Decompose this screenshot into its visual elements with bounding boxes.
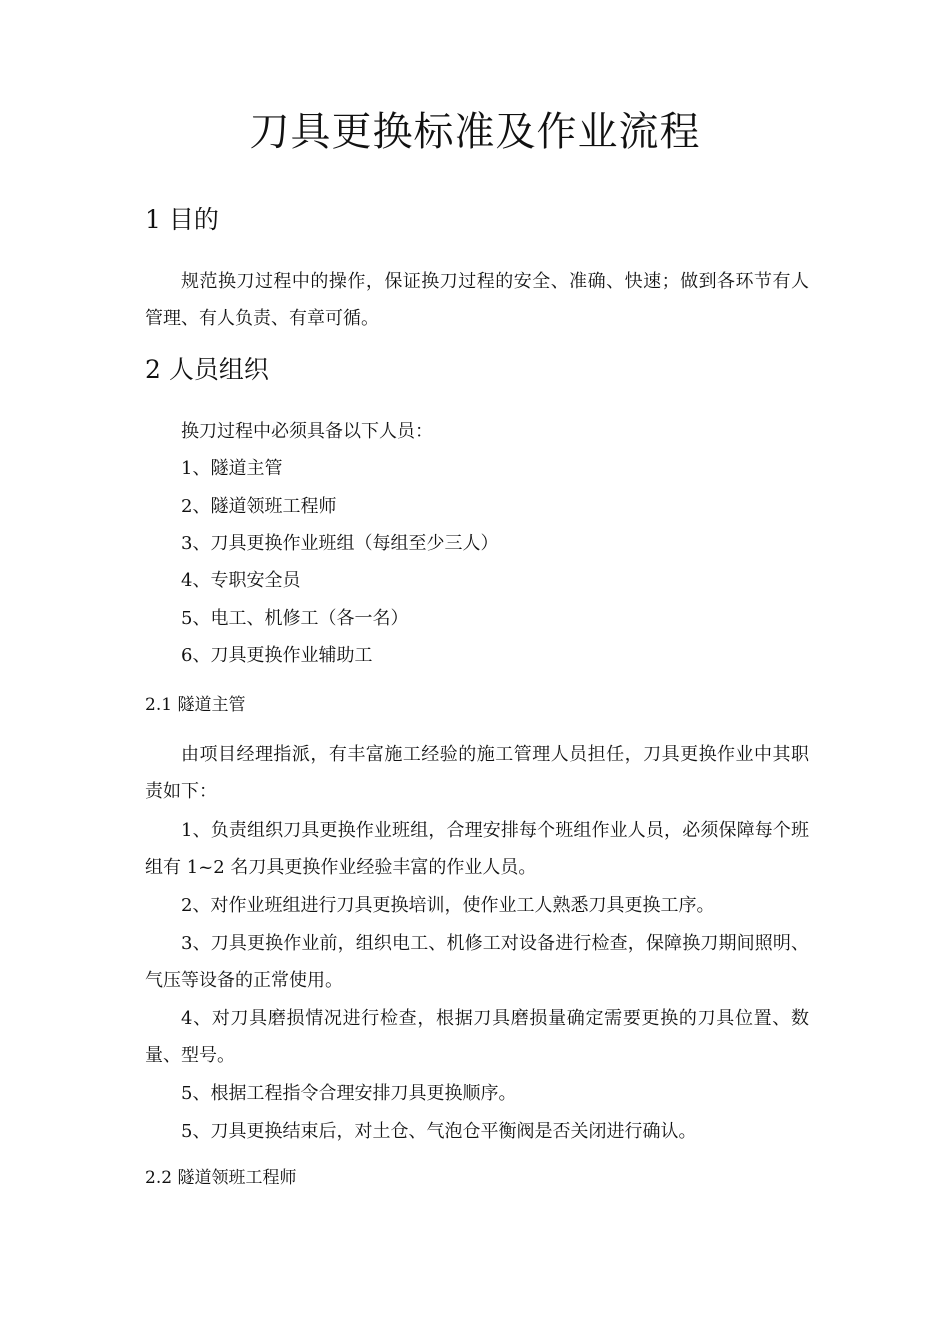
personnel-item: 5、电工、机修工（各一名） [181, 608, 409, 629]
personnel-item: 4、专职安全员 [181, 570, 301, 591]
personnel-item: 6、刀具更换作业辅助工 [181, 645, 373, 666]
section-2-1-paragraph: 1、负责组织刀具更换作业班组，合理安排每个班组作业人员，必须保障每个班组有 1~2 名刀具更换作业经验丰富的作业人员。 [145, 820, 809, 878]
section-2-1-paragraph: 4、对刀具磨损情况进行检查，根据刀具磨损量确定需要更换的刀具位置、数量、型号。 [145, 1008, 809, 1066]
section-2-1-paragraph: 由项目经理指派，有丰富施工经验的施工管理人员担任，刀具更换作业中其职责如下： [145, 744, 809, 802]
section-1-heading: 1 目的 [145, 205, 219, 234]
section-2-intro: 换刀过程中必须具备以下人员： [181, 421, 433, 442]
section-2-1-paragraph: 3、刀具更换作业前，组织电工、机修工对设备进行检查，保障换刀期间照明、气压等设备的正常使用。 [145, 933, 809, 991]
section-2-1-paragraph: 5、刀具更换结束后，对土仓、气泡仓平衡阀是否关闭进行确认。 [181, 1121, 697, 1142]
section-2-1-paragraph: 2、对作业班组进行刀具更换培训，使作业工人熟悉刀具更换工序。 [181, 895, 715, 916]
personnel-item: 1、隧道主管 [181, 458, 283, 479]
section-2-1-heading: 2.1 隧道主管 [145, 695, 246, 715]
section-2-heading: 2 人员组织 [145, 355, 269, 384]
section-1-paragraph: 规范换刀过程中的操作，保证换刀过程的安全、准确、快速；做到各环节有人管理、有人负责、有章可循。 [145, 271, 809, 329]
document-title: 刀具更换标准及作业流程 [249, 109, 701, 155]
personnel-item: 2、隧道领班工程师 [181, 496, 337, 517]
section-2-1-paragraph: 5、根据工程指令合理安排刀具更换顺序。 [181, 1083, 517, 1104]
personnel-item: 3、刀具更换作业班组（每组至少三人） [181, 533, 499, 554]
section-2-2-heading: 2.2 隧道领班工程师 [145, 1168, 297, 1188]
